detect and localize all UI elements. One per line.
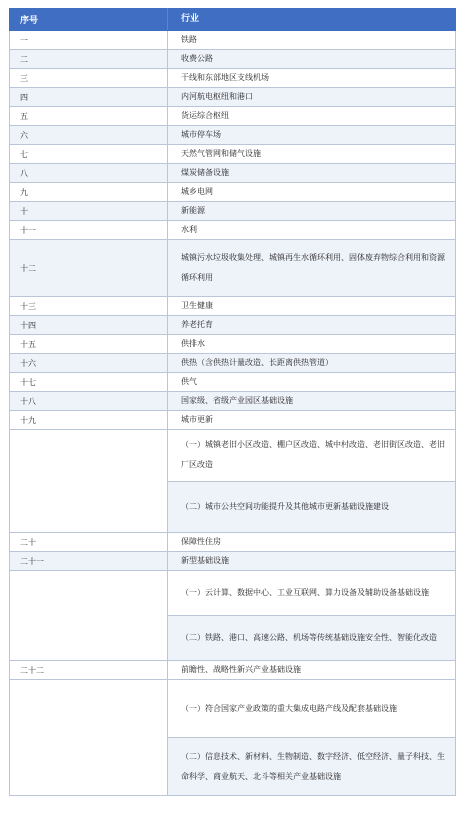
table-row [9, 552, 456, 571]
row-industry: 国家级、省级产业园区基础设施 [181, 396, 293, 405]
sub-item: （二）信息技术、新材料、生物制造、数字经济、低空经济、量子科技、生命科学、商业航天、北斗等相关产业基础设施 [168, 738, 455, 795]
table-row [9, 69, 456, 88]
row-industry: 天然气管网和储气设施 [181, 149, 261, 158]
table-row [9, 297, 456, 316]
row-number: 八 [10, 164, 168, 182]
row-industry: 内河航电枢纽和港口 [181, 92, 253, 101]
row-number: 十六 [10, 354, 168, 372]
row-number: 一 [10, 31, 168, 49]
sub-items-22 [168, 680, 455, 795]
table-row [9, 31, 456, 50]
row-industry: 供排水 [181, 339, 205, 348]
table-row-group-22 [9, 680, 456, 796]
table-row-group-21 [9, 571, 456, 661]
row-industry: 收费公路 [181, 54, 213, 63]
row-industry: 铁路 [181, 35, 197, 44]
row-industry: 卫生健康 [181, 301, 213, 310]
row-number: 二 [10, 50, 168, 68]
sub-item: （二）城市公共空间功能提升及其他城市更新基础设施建设 [168, 482, 455, 533]
row-number: 十三 [10, 297, 168, 315]
row-industry: 新型基础设施 [181, 556, 229, 565]
row-number: 十一 [10, 221, 168, 239]
row-number: 四 [10, 88, 168, 106]
row-industry: 供气 [181, 377, 197, 386]
table-row [9, 126, 456, 145]
table-header [9, 8, 456, 31]
row-industry: 城市更新 [181, 415, 213, 424]
table-row [9, 107, 456, 126]
row-number: 二十 [10, 533, 168, 551]
table-row-group-19 [9, 430, 456, 533]
table-row [9, 164, 456, 183]
row-number: 五 [10, 107, 168, 125]
row-industry: 干线和东部地区支线机场 [181, 73, 269, 82]
sub-item: （一）云计算、数据中心、工业互联网、算力设备及辅助设备基础设施 [168, 571, 455, 616]
table-row [9, 202, 456, 221]
row-number-blank [10, 680, 168, 795]
row-number: 十四 [10, 316, 168, 334]
table-row [9, 221, 456, 240]
sub-items-19 [168, 430, 455, 532]
row-number: 十 [10, 202, 168, 220]
row-industry: 前瞻性、战略性新兴产业基础设施 [181, 665, 301, 674]
row-industry: 煤炭储备设施 [181, 168, 229, 177]
row-number: 十七 [10, 373, 168, 391]
sub-item: （二）铁路、港口、高速公路、机场等传统基础设施安全性、智能化改造 [168, 616, 455, 660]
row-industry: 货运综合枢纽 [181, 111, 229, 120]
row-number: 十二 [10, 240, 168, 296]
row-industry: 城镇污水垃圾收集处理、城镇再生水循环利用、固体废弃物综合利用和资源循环利用 [181, 253, 445, 282]
row-industry: 新能源 [181, 206, 205, 215]
row-number-blank [10, 571, 168, 660]
row-industry: 水利 [181, 225, 197, 234]
industry-table [9, 8, 456, 796]
row-number: 七 [10, 145, 168, 163]
row-industry: 城乡电网 [181, 187, 213, 196]
row-number: 二十一 [10, 552, 168, 570]
row-number: 九 [10, 183, 168, 201]
table-row [9, 335, 456, 354]
sub-item: （一）符合国家产业政策的重大集成电路产线及配套基础设施 [168, 680, 455, 738]
table-row [9, 50, 456, 69]
table-row [9, 411, 456, 430]
row-number: 十九 [10, 411, 168, 429]
table-row [9, 392, 456, 411]
row-number: 十八 [10, 392, 168, 410]
table-row [9, 88, 456, 107]
row-industry: 城市停车场 [181, 130, 221, 139]
table-row [9, 240, 456, 297]
table-row [9, 661, 456, 680]
row-number: 三 [10, 69, 168, 87]
table-row [9, 533, 456, 552]
row-industry: 供热（含供热计量改造、长距离供热管道） [181, 358, 333, 367]
row-industry: 保障性住房 [181, 537, 221, 546]
row-number: 十五 [10, 335, 168, 353]
table-row [9, 354, 456, 373]
table-row [9, 183, 456, 202]
sub-item: （一）城镇老旧小区改造、棚户区改造、城中村改造、老旧街区改造、老旧厂区改造 [168, 430, 455, 482]
table-row [9, 316, 456, 335]
row-number: 二十二 [10, 661, 168, 679]
table-row [9, 373, 456, 392]
row-industry: 养老托育 [181, 320, 213, 329]
header-col-number: 序号 [10, 8, 168, 30]
header-col-industry: 行业 [181, 14, 200, 24]
row-number: 六 [10, 126, 168, 144]
table-row [9, 145, 456, 164]
sub-items-21 [168, 571, 455, 660]
row-number-blank [10, 430, 168, 532]
